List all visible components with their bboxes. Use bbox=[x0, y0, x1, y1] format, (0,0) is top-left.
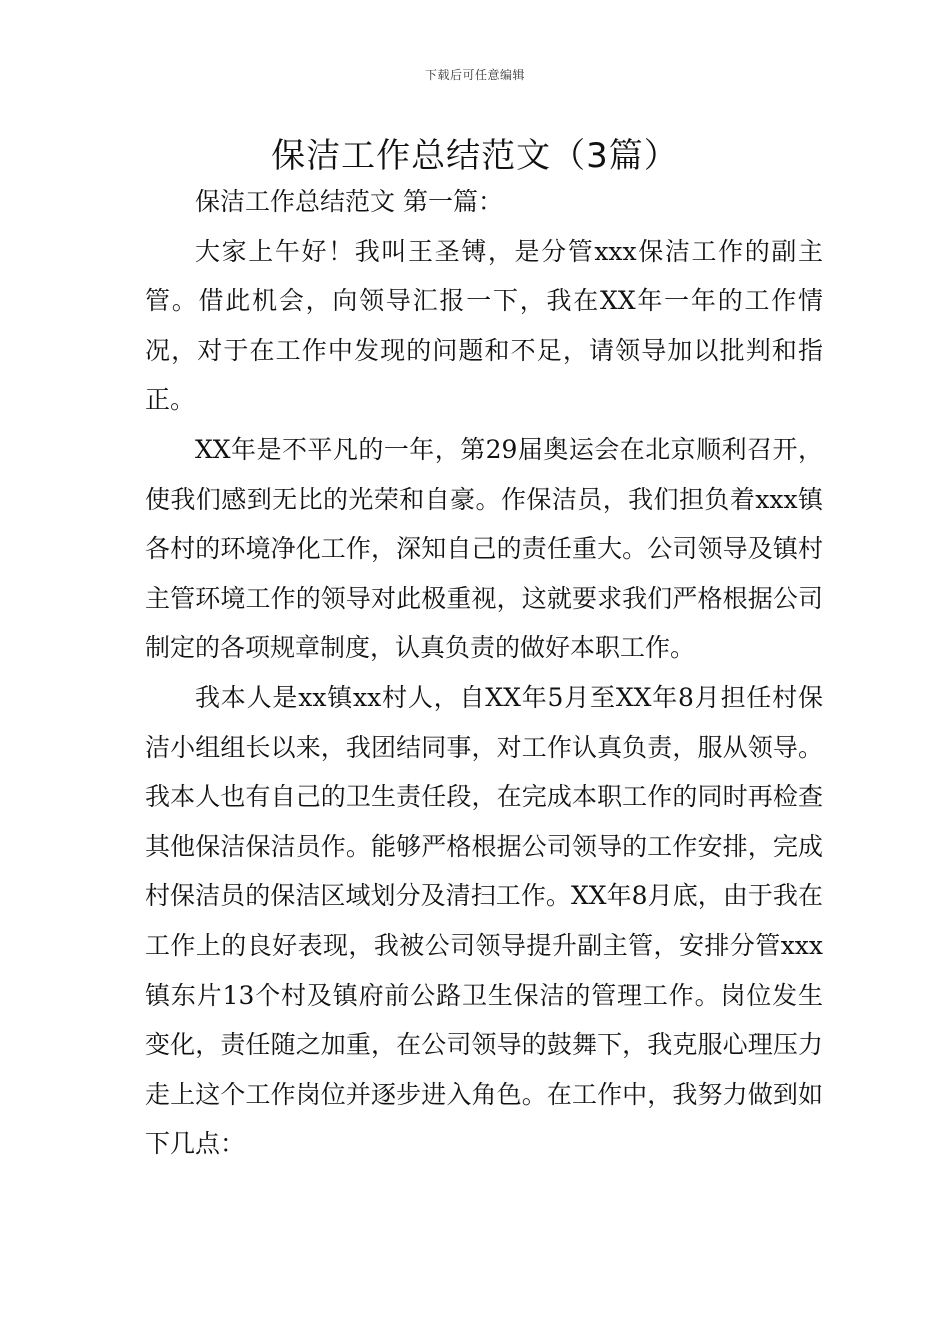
document-title: 保洁工作总结范文（3篇） bbox=[271, 136, 679, 176]
document-body bbox=[145, 177, 823, 1169]
section-heading: 保洁工作总结范文 第一篇： bbox=[195, 187, 503, 216]
header-note: 下载后可任意编辑 bbox=[424, 68, 525, 82]
paragraph: XX年是不平凡的一年，第29届奥运会在北京顺利召开，使我们感到无比的光荣和自豪。作保洁员，我们担负着xxx镇各村的环境净化工作，深知自己的责任重大。公司领导及镇村主管环境工作的领导对此极重视，这就要求我们严格根据公司制定的各项规章制度，认真负责的做好本职工作。 bbox=[145, 434, 823, 663]
paragraph: 我本人是xx镇xx村人，自XX年5月至XX年8月担任村保洁小组组长以来，我团结同事，对工作认真负责，服从领导。我本人也有自己的卫生责任段，在完成本职工作的同时再检查其他保洁保洁员作。能够严格根据公司领导的工作安排，完成村保洁员的保洁区域划分及清扫工作。XX年8月底，由于我在工作上的良好表现，我被公司领导提升副主管，安排分管xxx镇东片13个村及镇府前公路卫生保洁的管理工作。岗位发生变化，责任随之加重，在公司领导的鼓舞下，我克服心理压力走上这个工作岗位并逐步进入角色。在工作中，我努力做到如下几点： bbox=[145, 682, 823, 1159]
paragraph: 大家上午好！我叫王圣镈，是分管xxx保洁工作的副主管。借此机会，向领导汇报一下，我在XX年一年的工作情况，对于在工作中发现的问题和不足，请领导加以批判和指正。 bbox=[145, 236, 823, 415]
